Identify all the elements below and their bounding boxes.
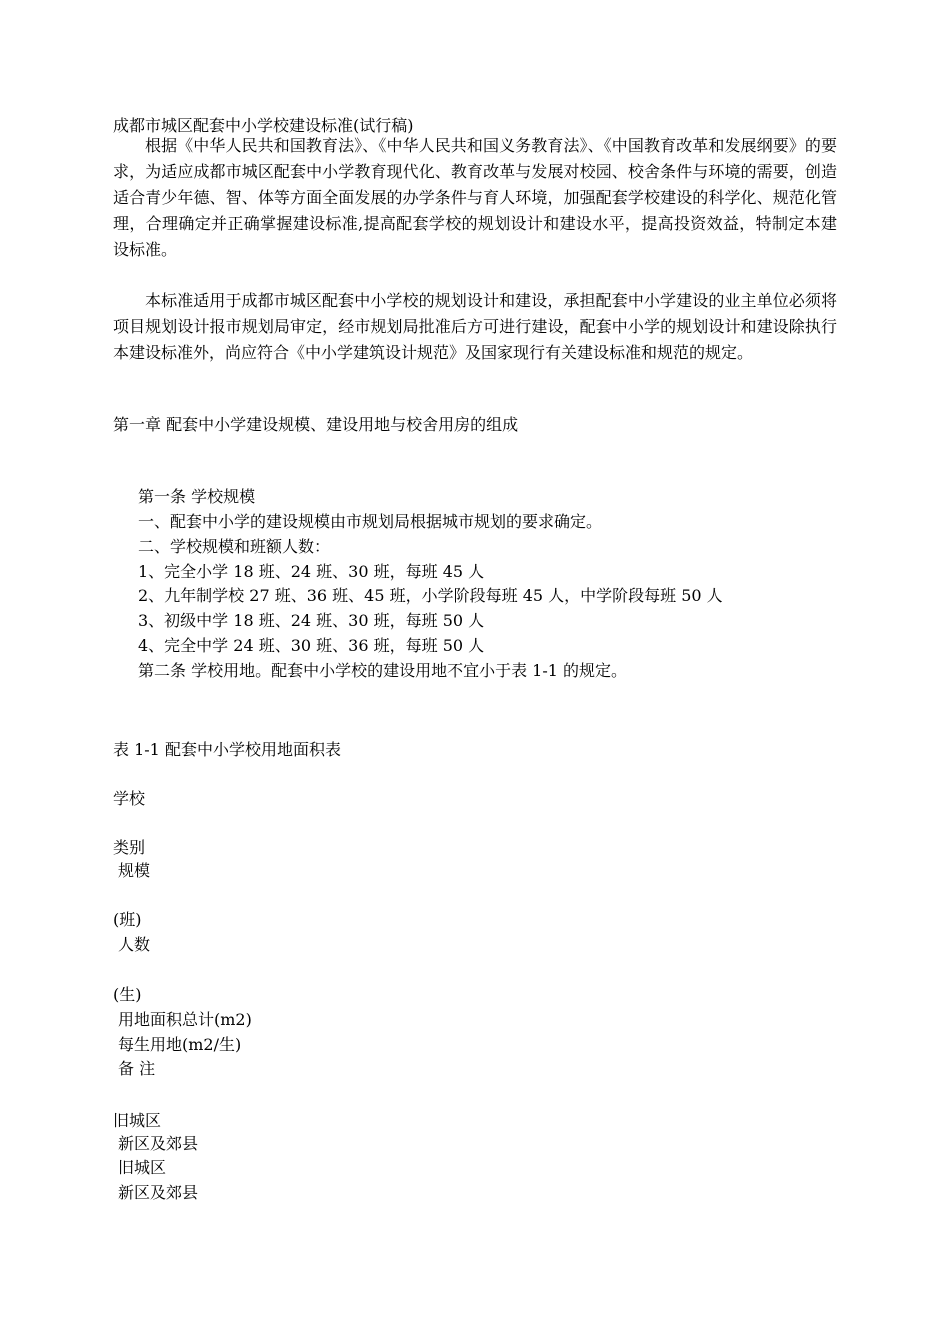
document-title: 成都市城区配套中小学校建设标准(试行稿) <box>113 116 414 135</box>
table-header-school: 学校 <box>113 789 146 808</box>
table-header-new-area-1: 新区及郊县 <box>118 1134 199 1153</box>
table-header-old-city-1: 旧城区 <box>113 1111 162 1130</box>
intro-paragraph-1: 根据《中华人民共和国教育法》、《中华人民共和国义务教育法》、《中国教育改革和发展纲要》的要求，为适应成都市城区配套中小学教育现代化、教育改革与发展对校园、校舍条件与环境的需要，创造适合青少年德、智、体等方面全面发展的办学条件与育人环境，加强配套学校建设的科学化、规范化管理，合理确定并正确掌握建设标准,提高配套学校的规划设计和建设水平，提高投资效益，特制定本建设标准。 <box>113 136 837 259</box>
school-scale-2: 2、九年制学校 27 班、36 班、45 班，小学阶段每班 45 人，中学阶段每班 50 人 <box>138 586 723 605</box>
table-header-students: 人数 <box>118 935 151 954</box>
school-scale-3: 3、初级中学 18 班、24 班、30 班，每班 50 人 <box>138 611 485 630</box>
table-header-students-unit: (生) <box>113 985 142 1004</box>
table-header-scale: 规模 <box>118 861 151 880</box>
table-caption: 表 1-1 配套中小学校用地面积表 <box>113 740 341 759</box>
article-1-title: 第一条 学校规模 <box>138 487 256 506</box>
article-1-item-1: 一、配套中小学的建设规模由市规划局根据城市规划的要求确定。 <box>138 512 603 531</box>
article-2: 第二条 学校用地。配套中小学校的建设用地不宜小于表 1-1 的规定。 <box>138 661 628 680</box>
table-header-per-student: 每生用地(m2/生) <box>118 1035 242 1054</box>
school-scale-4: 4、完全中学 24 班、30 班、36 班，每班 50 人 <box>138 636 485 655</box>
table-header-new-area-2: 新区及郊县 <box>118 1183 199 1202</box>
intro-paragraph-2: 本标准适用于成都市城区配套中小学校的规划设计和建设，承担配套中小学建设的业主单位必须将项目规划设计报市规划局审定，经市规划局批准后方可进行建设，配套中小学的规划设计和建设除执行本建设标准外，尚应符合《中小学建筑设计规范》及国家现行有关建设标准和规范的规定。 <box>113 291 837 362</box>
school-scale-1: 1、完全小学 18 班、24 班、30 班，每班 45 人 <box>138 562 485 581</box>
chapter-1-heading: 第一章 配套中小学建设规模、建设用地与校舍用房的组成 <box>113 415 519 434</box>
table-header-total-area: 用地面积总计(m2) <box>118 1010 252 1029</box>
table-header-remarks: 备 注 <box>118 1059 156 1078</box>
article-1-item-2: 二、学校规模和班额人数： <box>138 537 331 556</box>
table-header-scale-unit: (班) <box>113 910 142 929</box>
table-header-old-city-2: 旧城区 <box>118 1158 167 1177</box>
table-header-category: 类别 <box>113 838 146 857</box>
